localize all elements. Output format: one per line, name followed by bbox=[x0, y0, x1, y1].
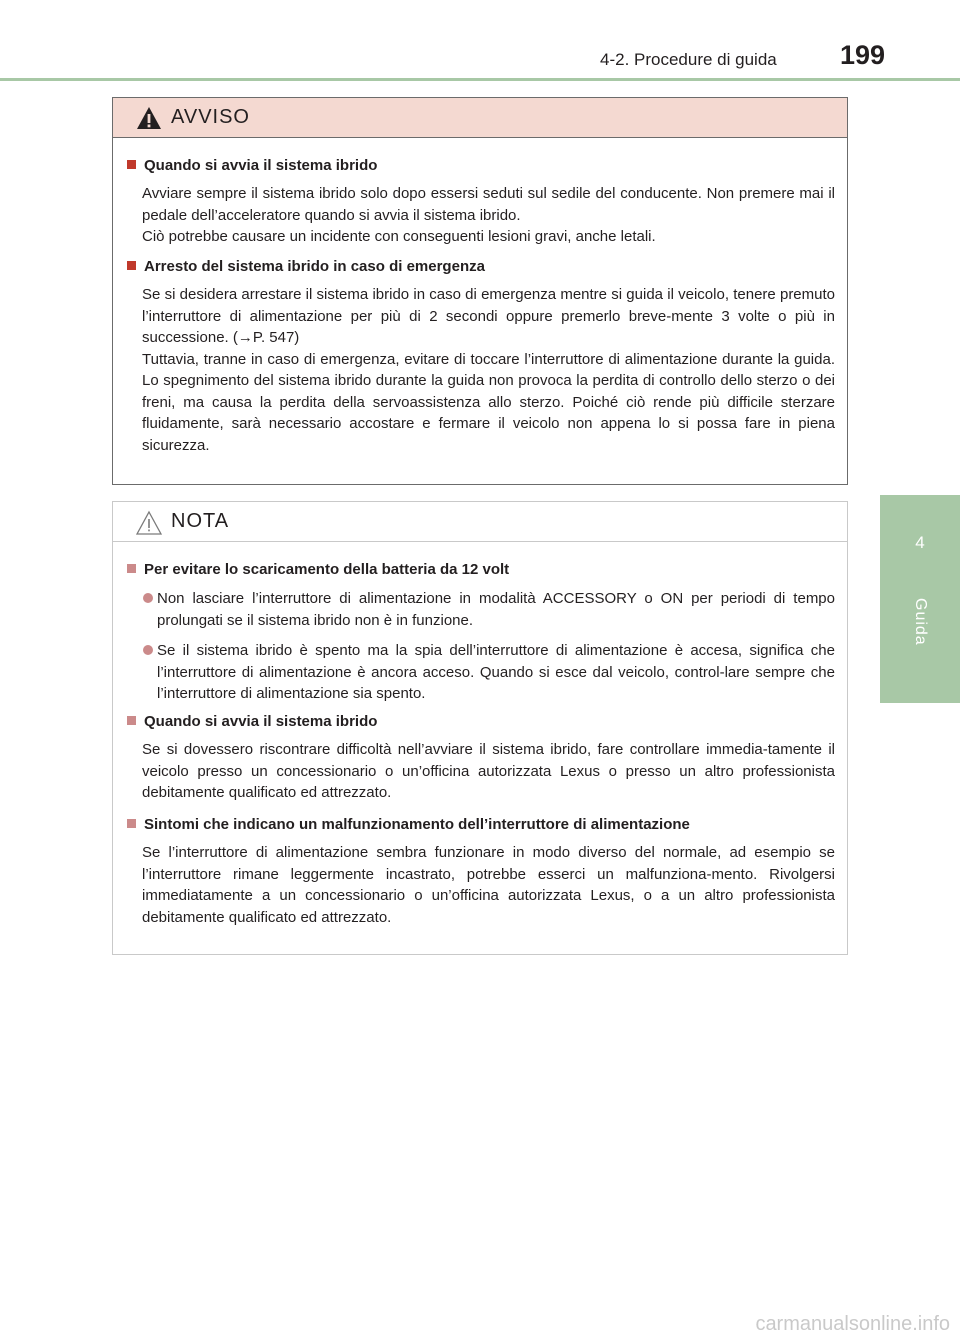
chapter-number: 4 bbox=[915, 533, 925, 552]
note-heading-start: Quando si avvia il sistema ibrido bbox=[127, 713, 377, 730]
caution-triangle-icon bbox=[136, 510, 162, 541]
note-paragraph: Se si dovessero riscontrare difficoltà nell’avviare il sistema ibrido, fare controllare immedia-tamente il veicolo presso un concessionario o un’officina autorizzata Lexus o presso un altro professionista debitamente qualificato ed attrezzato. bbox=[142, 741, 835, 801]
warning-heading-emergency: Arresto del sistema ibrido in caso di emergenza bbox=[127, 258, 485, 275]
note-paragraph: Se l’interruttore di alimentazione sembra funzionare in modo diverso del normale, ad esempio se l’interruttore rimane leggermente incastrato, potrebbe esserci un malfunziona-mento. Rivolgersi immediatamente a un concessionario o un’officina autorizzata Lexus, o a un altro professionista debitamente qualificato ed attrezzato. bbox=[142, 844, 835, 926]
note-heading-malfunction: Sintomi che indicano un malfunzionamento dell’interruttore di alimentazione bbox=[127, 816, 690, 833]
watermark: carmanualsonline.info bbox=[755, 1313, 950, 1335]
note-heading-battery: Per evitare lo scaricamento della batteria da 12 volt bbox=[127, 561, 509, 578]
header-rule bbox=[0, 78, 960, 81]
note-bullet: Se il sistema ibrido è spento ma la spia dell’interruttore di alimentazione è accesa, significa che l’interruttore di alimentazione è ancora acceso. Quando si esce dal veicolo, control-lare sempre che l’interruttore di alimentazione sia spento. bbox=[143, 640, 835, 705]
page-number: 199 bbox=[840, 40, 886, 70]
warning-triangle-icon bbox=[136, 106, 162, 135]
note-bullet: Non lasciare l’interruttore di alimentazione in modalità ACCESSORY o ON per periodi di tempo prolungati se il sistema ibrido non è in funzione. bbox=[143, 588, 835, 631]
warning-paragraph: Se si desidera arrestare il sistema ibrido in caso di emergenza mentre si guida il veicolo, tenere premuto l’interruttore di alimentazione per più di 2 secondi oppure premerlo breve-mente 3 volte o più in successione. (→P. 547) Tuttavia, tranne in caso di emergenza, evitare di toccare l’interruttore di alimentazione durante la guida. Lo spegnimento del sistema ibrido durante la guida non provoca la perdita di controllo dello sterzo o dei freni, ma causa la perdita della servoassistenza allo sterzo. Poiché ciò rende più difficile sterzare fluidamente, sarà necessario accostare e fermare il veicolo non appena lo si possa fare in piena sicurezza. bbox=[142, 286, 835, 454]
bullet-dot-icon bbox=[143, 593, 153, 603]
bullet-dot-icon bbox=[143, 645, 153, 655]
warning-paragraph: Avviare sempre il sistema ibrido solo dopo essersi seduti sul sedile del conducente. Non premere mai il pedale dell’acceleratore quando si avvia il sistema ibrido. Ciò potrebbe causare un incidente con conseguenti lesioni gravi, anche letali. bbox=[142, 185, 835, 245]
note-box bbox=[112, 501, 848, 955]
note-header bbox=[113, 502, 847, 542]
warning-header bbox=[113, 98, 847, 138]
note-title: NOTA bbox=[171, 510, 230, 532]
chapter-label: Guida bbox=[912, 598, 929, 646]
running-header-section: 4-2. Procedure di guida bbox=[600, 50, 777, 69]
warning-title: AVVISO bbox=[171, 106, 250, 128]
chapter-side-tab bbox=[880, 495, 960, 703]
warning-heading-start: Quando si avvia il sistema ibrido bbox=[127, 157, 377, 174]
warning-box bbox=[112, 97, 848, 485]
